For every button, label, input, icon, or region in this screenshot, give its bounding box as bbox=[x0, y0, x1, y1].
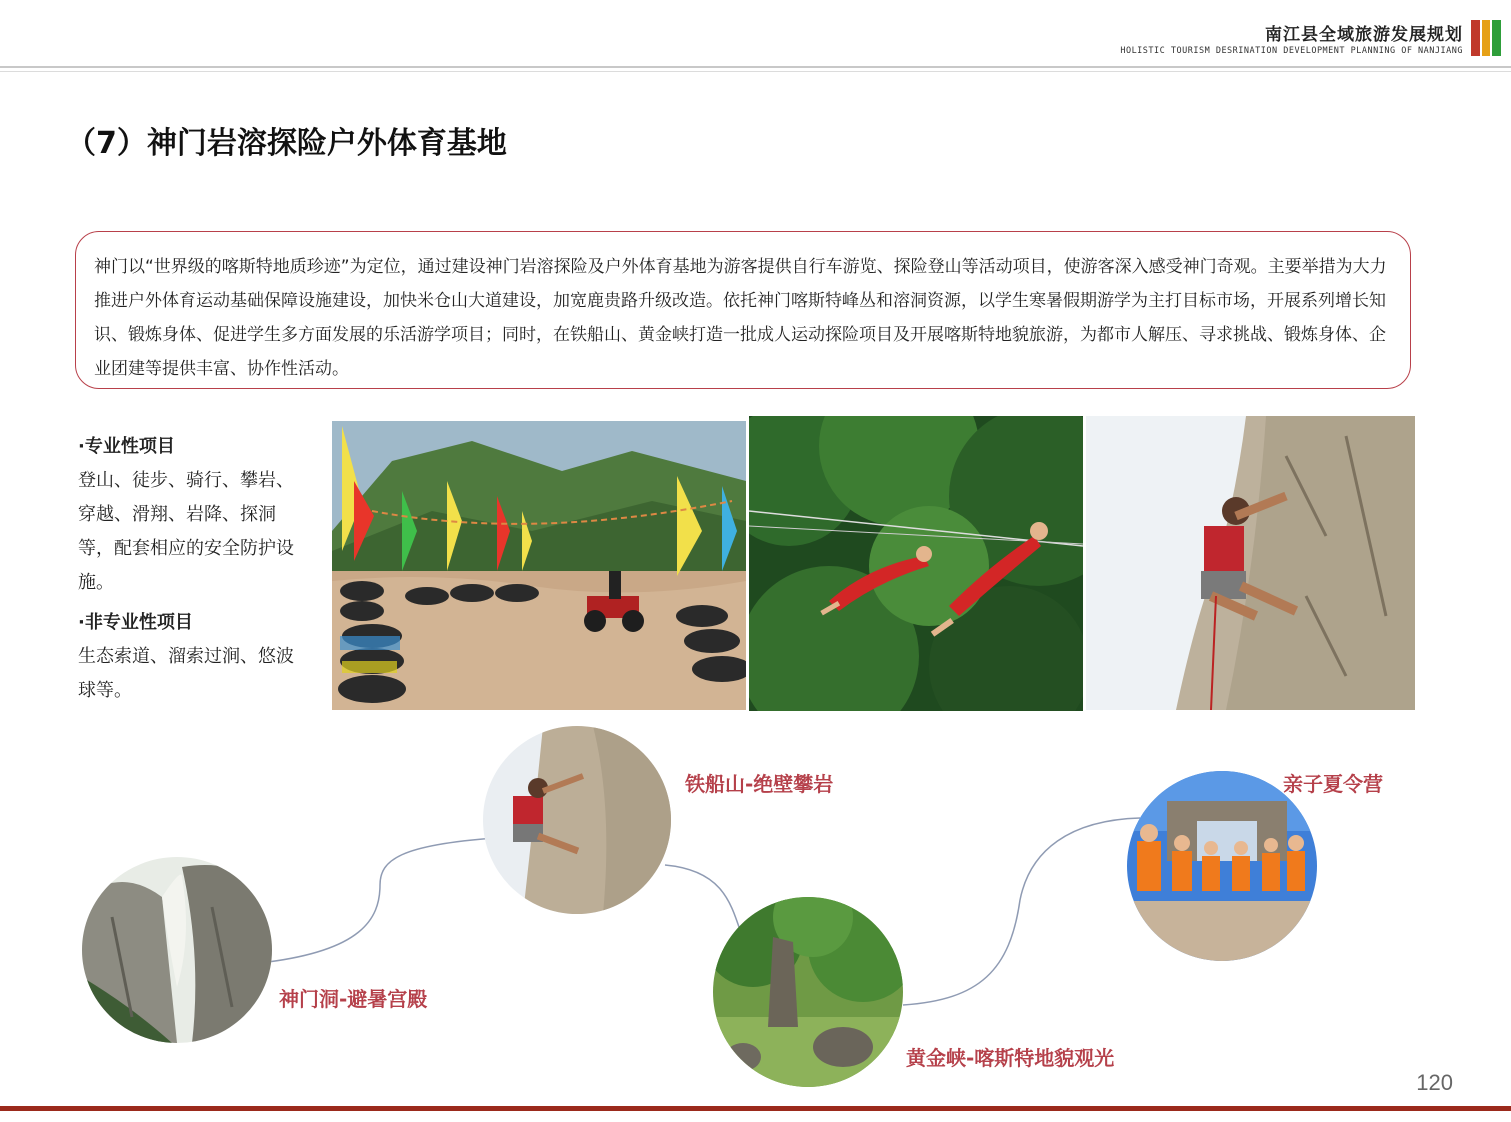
label-family-camp: 亲子夏令营 bbox=[1283, 772, 1383, 796]
label-huangjin-gorge: 黄金峡-喀斯特地貌观光 bbox=[906, 1046, 1115, 1070]
footer-bar bbox=[0, 1106, 1511, 1111]
huangjin-gorge-circle-photo bbox=[713, 897, 903, 1087]
document-header-subtitle: HOLISTIC TOURISM DESRINATION DEVELOPMENT PLANNING OF NANJIANG bbox=[1120, 46, 1463, 56]
pro-projects-text: 登山、徒步、骑行、攀岩、穿越、滑翔、岩降、探洞等，配套相应的安全防护设施。 bbox=[78, 470, 294, 593]
family-camp-circle-photo bbox=[1127, 771, 1317, 961]
label-shenmen-cave: 神门洞-避暑宫殿 bbox=[279, 987, 428, 1011]
tiechuan-climbing-circle-photo bbox=[483, 726, 671, 914]
document-header-title: 南江县全域旅游发展规划 bbox=[1265, 25, 1463, 45]
page-number: 120 bbox=[1416, 1070, 1453, 1095]
shenmen-cave-circle-photo bbox=[82, 857, 272, 1043]
section-title: （7）神门岩溶探险户外体育基地 bbox=[66, 126, 507, 161]
nonpro-projects-text: 生态索道、溜索过涧、悠波球等。 bbox=[78, 646, 294, 701]
pro-projects-heading: ·专业性项目 bbox=[78, 436, 175, 457]
label-tiechuan-climbing: 铁船山-绝壁攀岩 bbox=[685, 772, 834, 796]
nonpro-projects-heading: ·非专业性项目 bbox=[78, 612, 193, 633]
intro-text: 神门以“世界级的喀斯特地质珍迹”为定位，通过建设神门岩溶探险及户外体育基地为游客提供自行车游览、探险登山等活动项目，使游客深入感受神门奇观。主要举措为大力推进户外体育运动基础保障设施建设，加快米仓山大道建设，加宽鹿贵路升级改造。依托神门喀斯特峰丛和溶洞资源，以学生寒暑假期游学为主打目标市场，开展系列增长知识、锻炼身体、促进学生多方面发展的乐活游学项目；同时，在铁船山、黄金峡打造一批成人运动探险项目及开展喀斯特地貌旅游，为都市人解压、寻求挑战、锻炼身体、企业团建等提供丰富、协作性活动。 bbox=[94, 257, 1387, 379]
